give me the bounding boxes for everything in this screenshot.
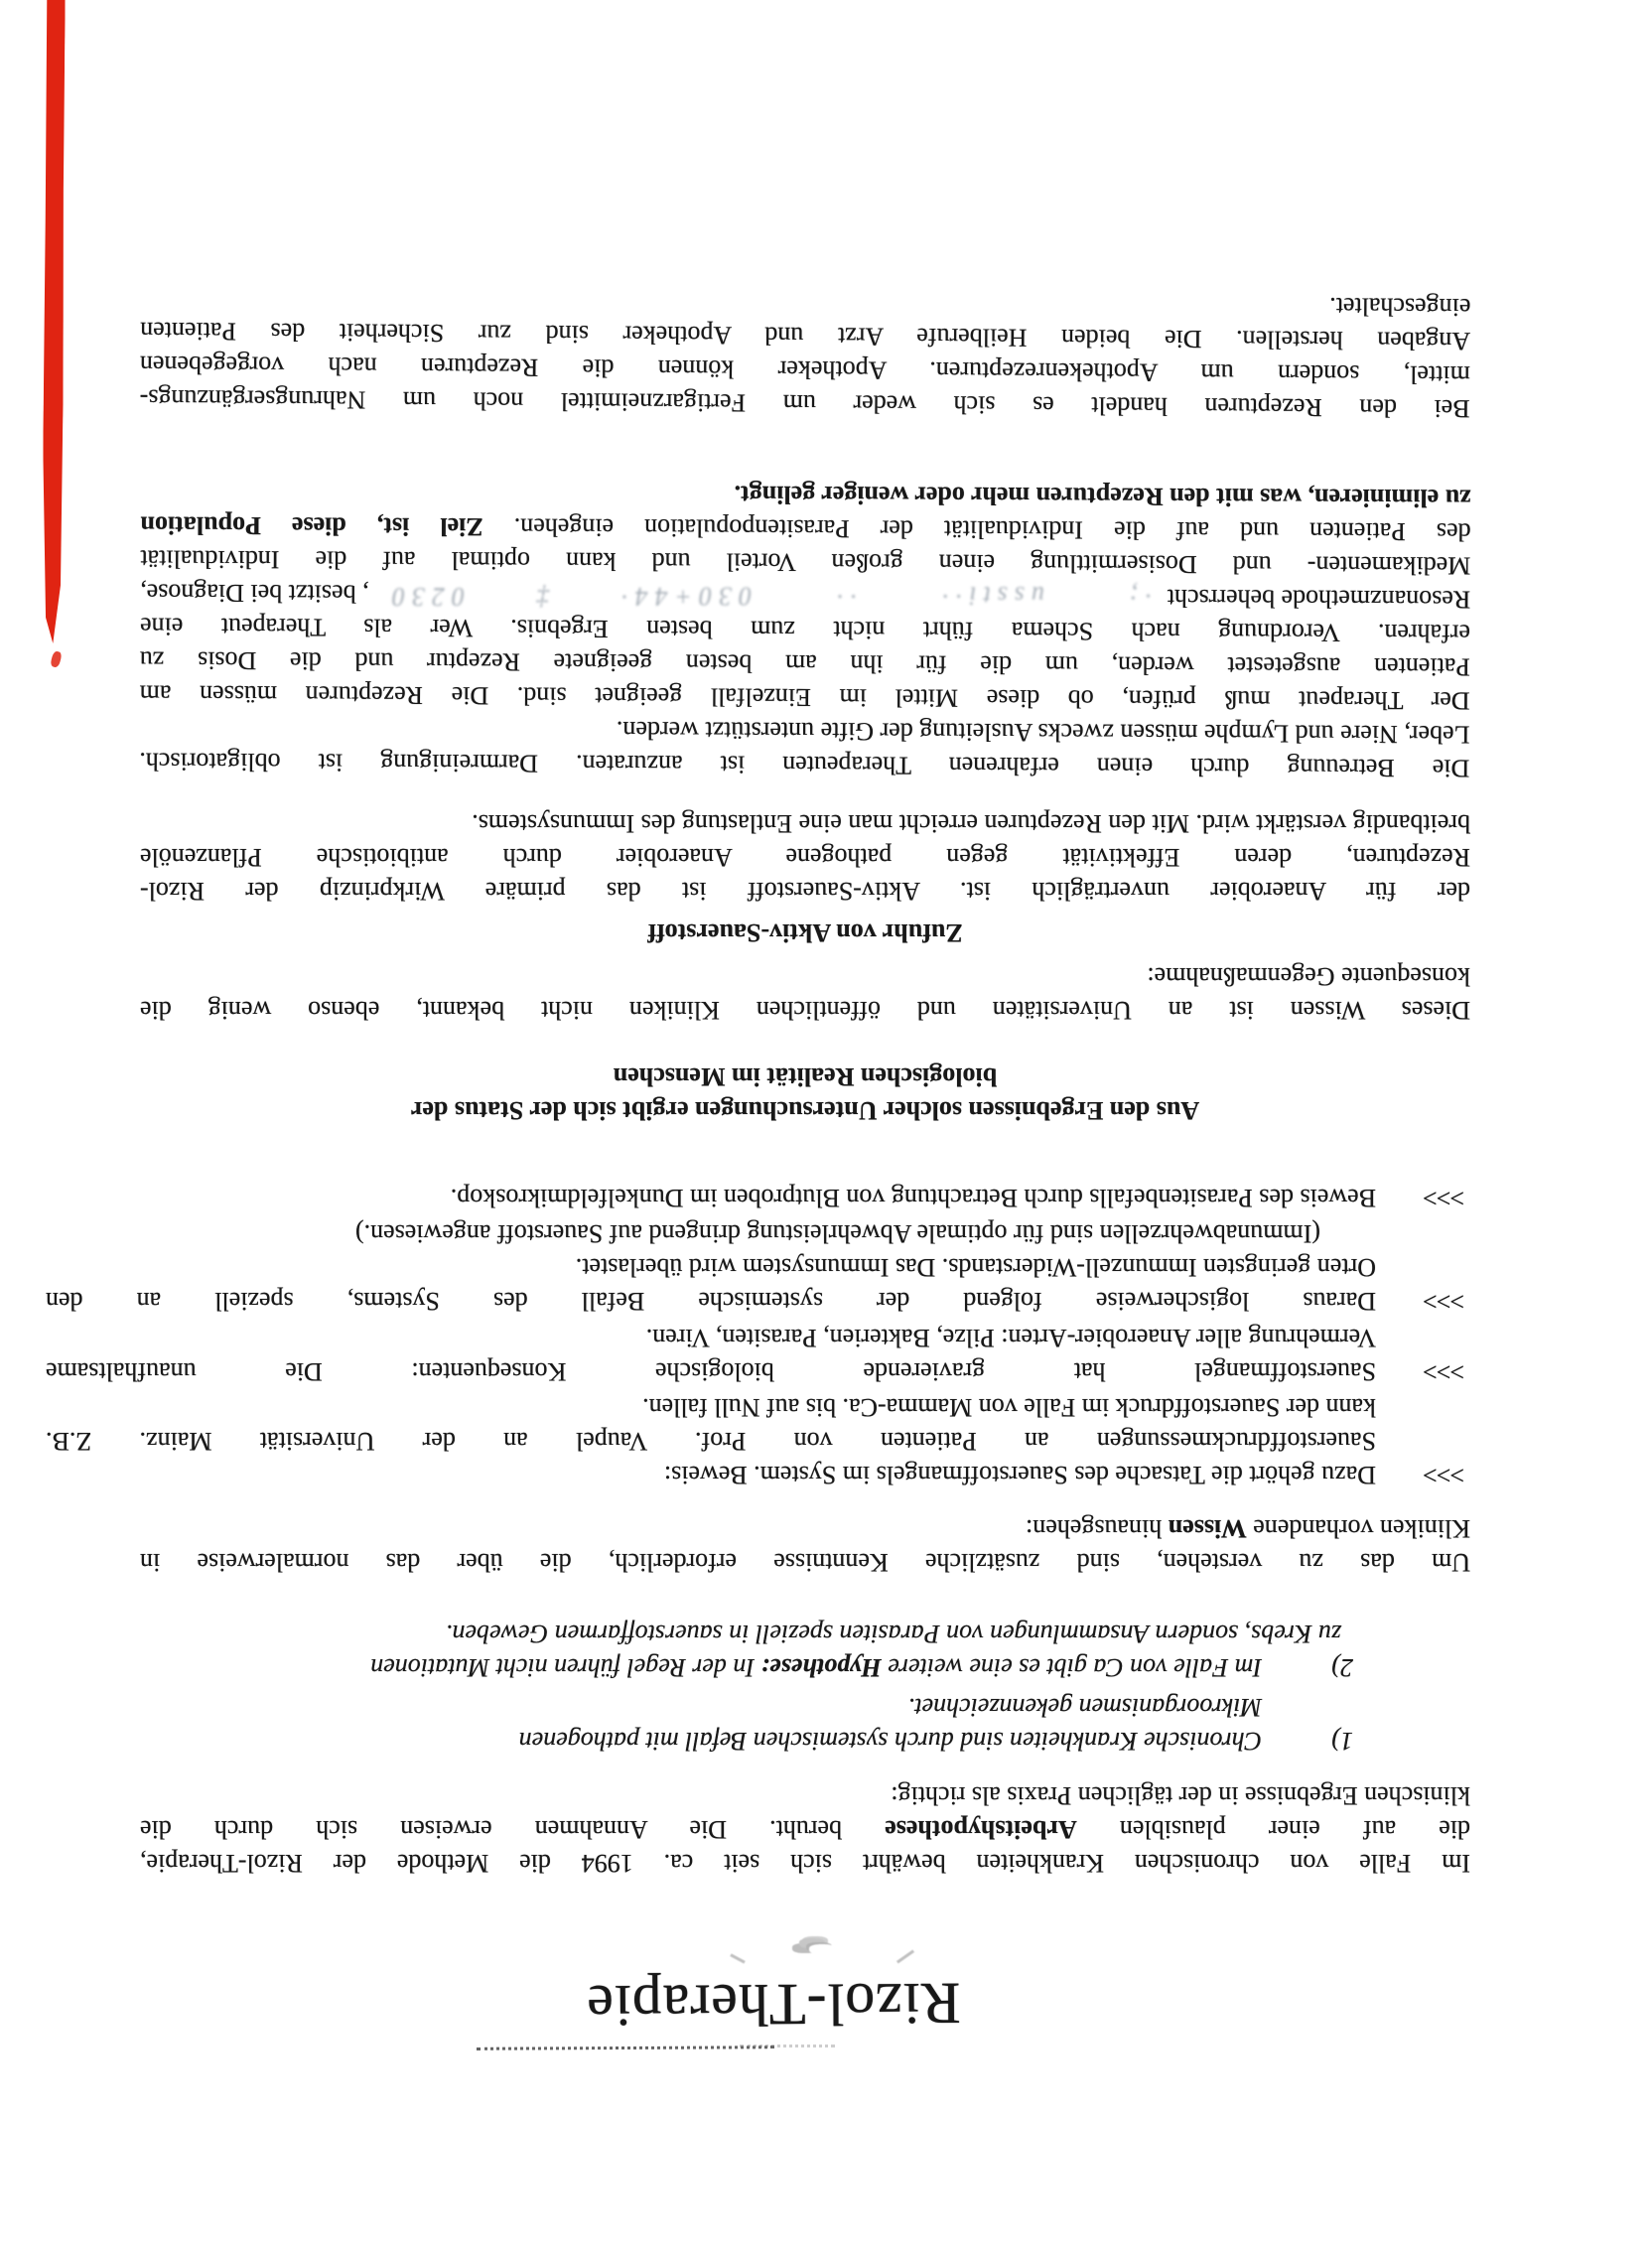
chevron-bullet-marker: >>>	[1424, 1461, 1464, 1489]
bullet-text: Daraus logischerweise folgend der systemische Befall des Systems, speziell an den Orten geringsten Immunzell-Widerstands. Das Immunsystem wird überlastet. (Immunabwehrzellen sind für optimale Abwehrleistung dringend auf Sauerstoff angewiesen.)	[46, 1219, 1376, 1316]
dashed-line-artifact	[477, 2046, 774, 2050]
bullet-text: Dazu gehört die Tatsache des Sauerstoffmangels im System. Beweis: Sauerstoffdruckmessungen an Patienten von Prof. Vaupel an der Universität Mainz. Z.B. kann der Sauerstoffdruck im Falle von Mamma-Ca. bis auf Null fallen.	[46, 1393, 1376, 1489]
smudge-post-text: , besitzt bei Diagnose,	[140, 578, 369, 609]
paragraph-der-fuer: der für Anaerobier unverträglich ist. Aktiv-Sauerstoff ist das primäre Wirkprinzip der Rizol- Rezepturen, deren Effektivität gegen pathogene Anaerobier durch antibiotische Pflanzenöle breitbandig verstärkt wird. Mit den Rezepturen erreicht man eine Entlastung des Immunsystems.	[140, 809, 1470, 906]
bullet-text: Beweis des Parasitenbefalls durch Betrachtung von Blutproben im Dunkelfeldmikroskop.	[450, 1184, 1376, 1212]
title-block	[140, 1966, 1470, 2049]
paragraph-um-das: Um das zu verstehen, sind zusätzliche Kenntnisse erforderlich, die über das normalerweise in Kliniken vorhandene Wissen hinausgehen:	[140, 1514, 1470, 1577]
bullet-item-2	[46, 1321, 1470, 1388]
pencil-mark	[730, 1953, 746, 1963]
item-number: 2)	[1331, 1653, 1353, 1682]
redacted-scribble: ·; ussti·· ·· 030+44·‡0230	[384, 580, 1152, 613]
chevron-bullet-marker: >>>	[1424, 1184, 1464, 1212]
paragraph-dieses-wissen: Dieses Wissen ist an Universitäten und öffentlichen Kliniken nicht bekannt, ebenso wenig die konsequente Gegenmaßnahme:	[140, 962, 1470, 1025]
betreuung-part-b: Medikamenten- und Dosisermittlung einen großen Vorteil und kann optimal auf die Individualität des Patienten und auf die Individualität der Parasitenpopulation eingehen. Ziel ist, diese Population zu eliminieren, was mit den Rezepturen mehr oder weniger gelingt.	[140, 480, 1471, 581]
bullet-item-3	[46, 1216, 1470, 1318]
smudged-line	[140, 575, 1470, 616]
dashed-line-faint-artifact	[740, 2045, 835, 2047]
heading-status: Aus den Ergebnissen solcher Untersuchungen ergibt sich der Status der biologischen Realität im Menschen	[410, 1062, 1200, 1125]
bullet-text: Sauerstoffmangel hat gravierende biologische Konsequenten: Die unaufhaltsame Vermehrung aller Anaerobier-Arten: Pilze, Bakterien, Parasiten, Viren.	[46, 1324, 1376, 1386]
paragraph-rezepturen: Bei den Rezepturen handelt es sich weder um Fertigarzneimittel noch um Nahrungsergänzungs- mittel, sondern um Apothekenrezepturen. Apotheker können die Rezepturen nach vorgegebenen Angaben herstellen. Die beiden Heilberufe Arzt und Apotheker sind zur Sicherheit des Patienten eingeschaltet.	[139, 292, 1471, 424]
chevron-bullet-marker: >>>	[1424, 1357, 1464, 1386]
numbered-item-2	[140, 1617, 1470, 1684]
heading-zufuhr: Zufuhr von Aktiv-Sauerstoff	[647, 918, 963, 947]
paragraph-intro: Im Falle von chronischen Krankheiten bewährt sich seit ca. 1994 die Methode der Rizol-Therapie, die auf einer plausiblen Arbeitshypothese beruht. Die Annahmen erweisen sich durch die klinischen Ergebnisse in der täglichen Praxis als richtig:	[140, 1781, 1470, 1878]
pencil-mark	[809, 1944, 835, 1954]
numbered-item-1	[140, 1690, 1470, 1758]
betreuung-part-a: Die Betreuung durch einen erfahrenen Therapeuten ist anzuraten. Darmreinigung ist obligatorisch. Leber, Niere und Lymphe müssen zwecks Ausleitung der Gifte unterstützt werden. Der Therapeut muß prüfen, ob diese Mittel im Einzelfall geeignet sind. Die Rezepturen müssen am Patienten ausgetestet werden, um die für ihn am besten geeignete Rezeptur und die Dosis zu erfahren. Verordnung nach Schema führt nicht zum besten Ergebnis. Wer als Therapeut eine	[139, 612, 1471, 783]
item-text: Im Falle von Ca gibt es eine weitere Hypothese: In der Regel führen nicht Mutationen zu Krebs, sondern Ansammlungen von Parasiten speziell in sauerstoffarmen Geweben.	[370, 1620, 1341, 1682]
page-title: Rizol-Therapie	[586, 1970, 961, 2040]
pencil-mark	[896, 1950, 914, 1964]
paragraph-betreuung	[139, 474, 1471, 784]
item-number: 1)	[1331, 1727, 1353, 1756]
item-text: Chronische Krankheiten sind durch systemischen Befall mit pathogenen Mikroorganismen gekennzeichnet.	[518, 1693, 1262, 1756]
bullet-item-1	[46, 1390, 1470, 1491]
chevron-bullet-marker: >>>	[1424, 1287, 1464, 1316]
smudge-pre-text: Resonanzmethode beherrscht	[1167, 583, 1471, 615]
bullet-item-4	[46, 1181, 1470, 1214]
